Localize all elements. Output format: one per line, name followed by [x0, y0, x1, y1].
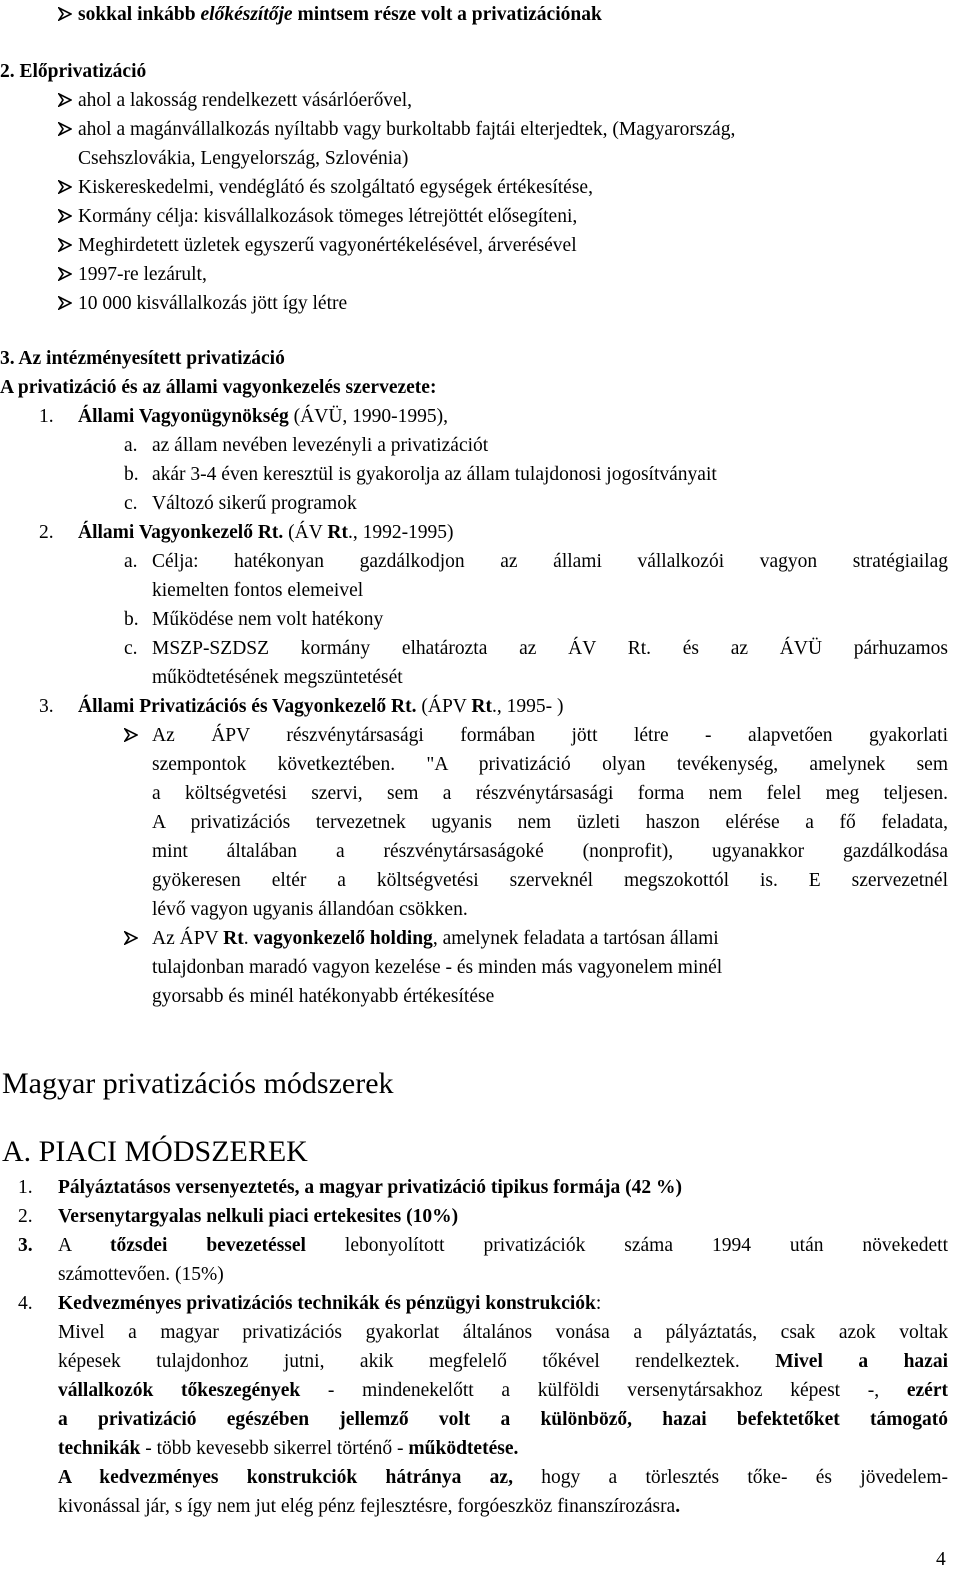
- method-4-line-5: technikák - több kevesebb sikerrel történő - működtetése.: [58, 1438, 519, 1459]
- item-3-para-line-7: lévő vagyon ugyanis állandóan csökken.: [152, 899, 468, 920]
- section-3-heading: 3. Az intézményesített privatizáció: [0, 348, 285, 369]
- item-3-number: 3.: [39, 696, 54, 717]
- s2-bullet-5: Meghirdetett üzletek egyszerű vagyonértékelésével, árverésével: [78, 235, 577, 256]
- item-3-title: Állami Privatizációs és Vagyonkezelő Rt. (ÁPV Rt., 1995- ): [78, 696, 564, 717]
- item-3-para2-line-1: Az ÁPV Rt. vagyonkezelő holding, amelynek feladata a tartósan állami: [152, 928, 719, 949]
- arrow-bullet-icon: [58, 238, 72, 252]
- arrow-bullet-icon: [58, 122, 72, 136]
- s2-bullet-1: ahol a lakosság rendelkezett vásárlóerővel,: [78, 90, 413, 111]
- arrow-bullet-icon: [124, 728, 138, 742]
- item-3-para2-line-2: tulajdonban maradó vagyon kezelése - és minden más vagyonelem minél: [152, 957, 723, 978]
- method-4-line-3: vállalkozók tőkeszegények - mindenekelőtt a külföldi versenytársakhoz képest -, ezért: [58, 1380, 948, 1401]
- method-1-text: Pályáztatásos versenyeztetés, a magyar privatizáció tipikus formája (42 %): [58, 1177, 683, 1198]
- item-2c-letter: c.: [124, 638, 138, 659]
- item-1b-letter: b.: [124, 464, 139, 485]
- item-1a-text: az állam nevében levezényli a privatizációt: [152, 435, 489, 456]
- item-2-number: 2.: [39, 522, 54, 543]
- item-2a-text: Célja: hatékonyan gazdálkodjon az állami vállalkozói vagyon stratégiailag: [152, 551, 948, 572]
- item-2-title: Állami Vagyonkezelő Rt. (ÁV Rt., 1992-1995): [78, 522, 454, 543]
- method-4-number: 4.: [18, 1293, 33, 1314]
- method-2-number: 2.: [18, 1206, 33, 1227]
- item-3-para-line-2: szempontok következtében. "A privatizáció olyan tevékenység, amelynek sem: [152, 754, 948, 775]
- item-2b-text: Működése nem volt hatékony: [152, 609, 384, 630]
- s2-bullet-2: ahol a magánvállalkozás nyíltabb vagy burkoltabb fajtái elterjedtek, (Magyarország,: [78, 119, 736, 140]
- s2-bullet-7: 10 000 kisvállalkozás jött így létre: [78, 293, 348, 314]
- item-2c-text: MSZP-SZDSZ kormány elhatározta az ÁV Rt. és az ÁVÜ párhuzamos: [152, 638, 948, 659]
- s2-bullet-4: Kormány célja: kisvállalkozások tömeges létrejöttét elősegíteni,: [78, 206, 578, 227]
- top-bullet-text: sokkal inkább előkészítője mintsem része volt a privatizációnak: [78, 4, 602, 25]
- s2-bullet-6: 1997-re lezárult,: [78, 264, 207, 285]
- method-4-line-1: Mivel a magyar privatizációs gyakorlat általános vonása a pályáztatás, csak azok voltak: [58, 1322, 948, 1343]
- arrow-bullet-icon: [58, 267, 72, 281]
- s2-bullet-2-continuation: Csehszlovákia, Lengyelország, Szlovénia): [78, 148, 409, 169]
- item-1c-text: Változó sikerű programok: [152, 493, 357, 514]
- s2-bullet-3: Kiskereskedelmi, vendéglátó és szolgáltató egységek értékesítése,: [78, 177, 593, 198]
- item-3-para-line-1: Az ÁPV részvénytársasági formában jött létre - alapvetően gyakorlati: [152, 725, 948, 746]
- item-3-para-line-5: mint általában a részvénytársaságoké (nonprofit), ugyanakkor gazdálkodása: [152, 841, 948, 862]
- item-1-number: 1.: [39, 406, 54, 427]
- method-1-number: 1.: [18, 1177, 33, 1198]
- arrow-bullet-icon: [58, 180, 72, 194]
- arrow-bullet-icon: [58, 7, 72, 21]
- method-4-line-6: A kedvezményes konstrukciók hátránya az, hogy a törlesztés tőke- és jövedelem-: [58, 1467, 948, 1488]
- section-2-heading: 2. Előprivatizáció: [0, 61, 147, 82]
- item-3-para2-line-3: gyorsabb és minél hatékonyabb értékesítése: [152, 986, 495, 1007]
- item-1-title: Állami Vagyonügynökség (ÁVÜ, 1990-1995),: [78, 406, 449, 427]
- item-1a-letter: a.: [124, 435, 138, 456]
- item-2b-letter: b.: [124, 609, 139, 630]
- method-4-line-4: a privatizáció egészében jellemző volt a különböző, hazai befektetőket támogató: [58, 1409, 948, 1430]
- section-3-subheading: A privatizáció és az állami vagyonkezelés szervezete:: [0, 377, 437, 398]
- page-number: 4: [936, 1549, 946, 1570]
- arrow-bullet-icon: [58, 209, 72, 223]
- arrow-bullet-icon: [58, 296, 72, 310]
- item-3-para-line-3: a költségvetési szervi, sem a részvénytársasági forma nem felel meg teljesen.: [152, 783, 948, 804]
- method-3-number: 3.: [18, 1235, 33, 1256]
- method-4-line-7: kivonással jár, s így nem jut elég pénz fejlesztésre, forgóeszköz finanszírozásra.: [58, 1496, 681, 1517]
- methods-title: Magyar privatizációs módszerek: [2, 1067, 394, 1100]
- item-3-para-line-6: gyökeresen eltér a költségvetési szerveknél megszokottól is. E szervezetnél: [152, 870, 948, 891]
- item-1b-text: akár 3-4 éven keresztül is gyakorolja az állam tulajdonosi jogosítványait: [152, 464, 717, 485]
- item-2c-text-cont: működtetésének megszüntetését: [152, 667, 403, 688]
- method-3-text: A tőzsdei bevezetéssel lebonyolított privatizációk száma 1994 után növekedett: [58, 1235, 948, 1256]
- methods-subtitle: A. PIACI MÓDSZEREK: [2, 1135, 308, 1168]
- method-2-text: Versenytargyalas nelkuli piaci ertekesites (10%): [58, 1206, 459, 1227]
- item-2a-text-cont: kiemelten fontos elemeivel: [152, 580, 364, 601]
- item-2a-letter: a.: [124, 551, 138, 572]
- item-1c-letter: c.: [124, 493, 138, 514]
- method-4-heading: Kedvezményes privatizációs technikák és pénzügyi konstrukciók:: [58, 1293, 602, 1314]
- item-3-para-line-4: A privatizációs tervezetnek ugyanis nem üzleti haszon elérése a fő feladata,: [152, 812, 948, 833]
- method-4-line-2: képesek tulajdonhoz jutni, akik megfelelő tőkével rendelkeztek. Mivel a hazai: [58, 1351, 948, 1372]
- arrow-bullet-icon: [58, 93, 72, 107]
- method-3-text-cont: számottevően. (15%): [58, 1264, 224, 1285]
- arrow-bullet-icon: [124, 931, 138, 945]
